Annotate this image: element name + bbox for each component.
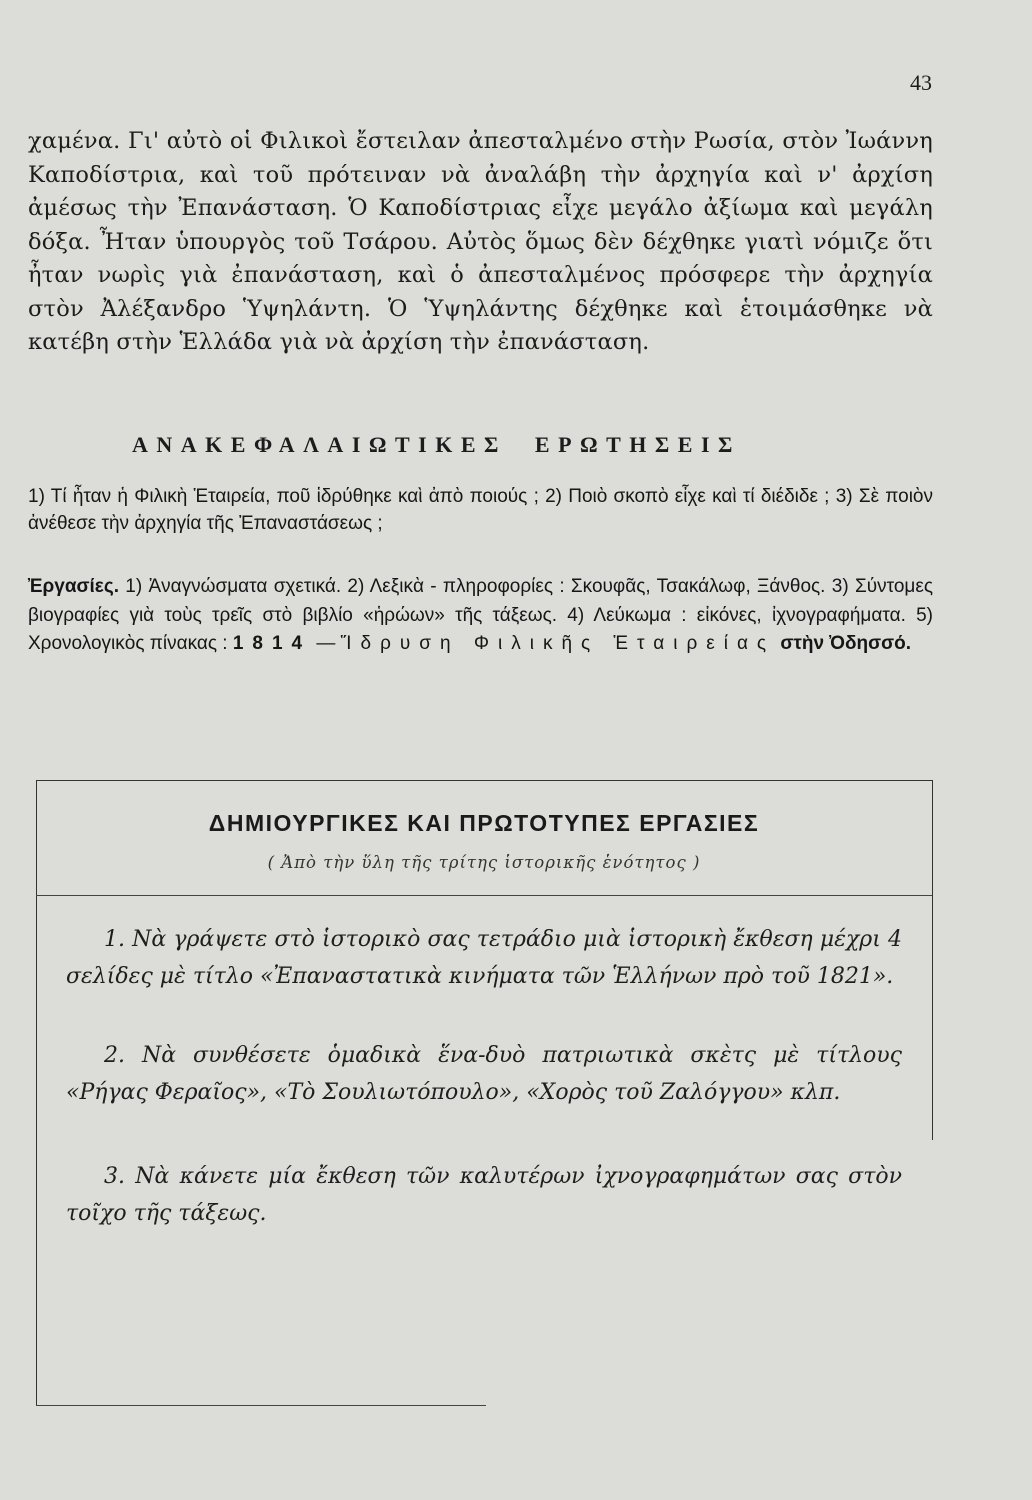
chronology-year: 1814 xyxy=(232,633,312,654)
chronology-dash: — xyxy=(311,633,341,654)
box-bottom-rule xyxy=(36,1405,486,1406)
creative-item-2: 2. Νὰ συνθέσετε ὁμαδικὰ ἕνα-δυὸ πατριωτικὰ σκὲτς μὲ τίτλους «Ρήγας Φεραῖος», «Τὸ Σουλιωτόπουλο», «Χορὸς τοῦ Ζαλόγγου» κλπ. xyxy=(66,1043,902,1105)
box-title: ΔΗΜΙΟΥΡΓΙΚΕΣ ΚΑΙ ΠΡΩΤΟΤΥΠΕΣ ΕΡΓΑΣΙΕΣ xyxy=(208,810,760,836)
box-right-rule xyxy=(932,780,933,1140)
creative-item-1: 1. Νὰ γράψετε στὸ ἱστορικὸ σας τετράδιο μιὰ ἱστορικὴ ἔκθεση μέχρι 4 σελίδες μὲ τίτλο «Ἐπαναστατικὰ κινήματα τῶν Ἑλλήνων πρὸ τοῦ 1821». xyxy=(66,927,902,989)
questions-heading: ΑΝΑΚΕΦΑΛΑΙΩΤΙΚΕΣ ΕΡΩΤΗΣΕΙΣ xyxy=(132,432,741,457)
box-subtitle: ( Ἀπὸ τὴν ὕλη τῆς τρίτης ἱστορικῆς ἑνότητος ) xyxy=(267,853,701,872)
intro-paragraph: χαμένα. Γι' αὐτὸ οἱ Φιλικοὶ ἔστειλαν ἀπεσταλμένο στὴν Ρωσία, στὸν Ἰωάννη Καποδίστρια, καὶ τοῦ πρότειναν νὰ ἀναλάβη τὴν ἀρχηγία καὶ ν' ἀρχίση ἀμέσως τὴν Ἐπανάσταση. Ὁ Καποδίστριας εἶχε μεγάλο ἀξίωμα καὶ μεγάλη δόξα. Ἦταν ὑπουργὸς τοῦ Τσάρου. Αὐτὸς ὅμως δὲν δέχθηκε γιατὶ νόμιζε ὅτι ἦταν νωρὶς γιὰ ἐπανάσταση, καὶ ὁ ἀπεσταλμένος πρόσφερε τὴν ἀρχηγία στὸν Ἀλέξανδρο Ὑψηλάντη. Ὁ Ὑψηλάντης δέχθηκε καὶ ἑτοιμάσθηκε νὰ κατέβη στὴν Ἑλλάδα γιὰ νὰ ἀρχίση τὴν ἐπανάσταση. xyxy=(28,128,933,355)
questions-text: 1) Τί ἦταν ἡ Φιλικὴ Ἑταιρεία, ποῦ ἱδρύθηκε καὶ ἀπὸ ποιούς ; 2) Ποιὸ σκοπὸ εἶχε καὶ τί διέδιδε ; 3) Σὲ ποιὸν ἀνέθεσε τὴν ἀρχηγία τῆς Ἐπαναστάσεως ; xyxy=(28,486,933,534)
chronology-event: Ἵδρυση Φιλικῆς Ἑταιρείας xyxy=(340,633,776,654)
page-number: 43 xyxy=(910,70,932,95)
tasks-ending: στὴν Ὀδησσό. xyxy=(775,633,912,654)
creative-item-3: 3. Νὰ κάνετε μία ἔκθεση τῶν καλυτέρων ἰχνογραφημάτων σας στὸν τοῖχο τῆς τάξεως. xyxy=(66,1164,902,1226)
box-top-rule xyxy=(36,780,932,781)
tasks-text: 1) Ἀναγνώσματα σχετικά. 2) Λεξικὰ - πληροφορίες : Σκουφᾶς, Τσακάλωφ, Ξάνθος. 3) Σύντομες βιογραφίες γιὰ τοὺς τρεῖς στὸ βιβλίο «ἡρώων» τῆς τάξεως. 4) Λεύκωμα : εἰκόνες, ἰχνογραφήματα. 5) Χρονολογικὸς πίνακας : xyxy=(28,576,933,654)
tasks-paragraph xyxy=(28,573,933,659)
box-middle-rule xyxy=(36,895,932,896)
box-left-rule xyxy=(36,780,37,1405)
tasks-label: Ἐργασίες. xyxy=(28,576,119,597)
